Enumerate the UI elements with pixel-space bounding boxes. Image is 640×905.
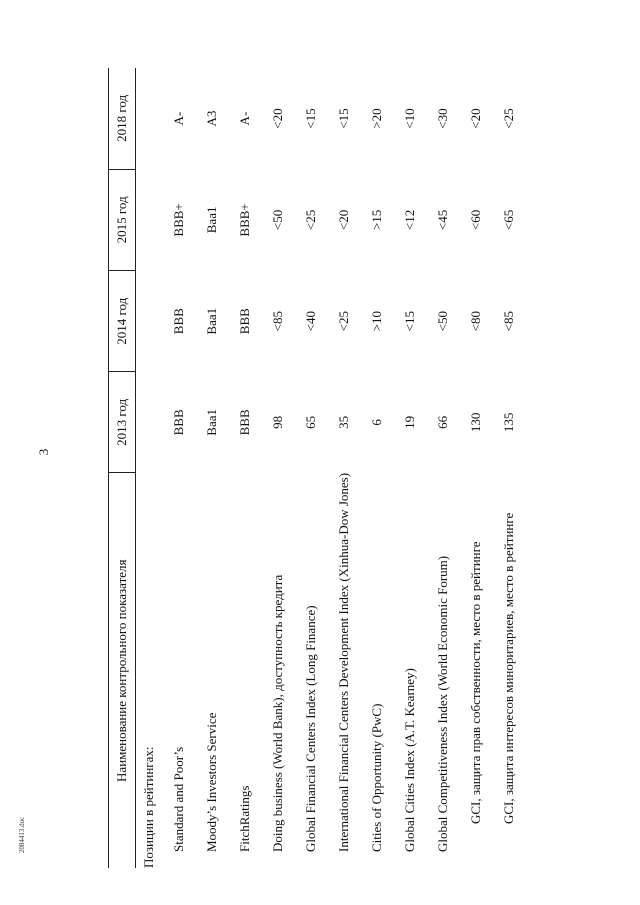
row-value-2015: <20 [335,209,351,231]
rotated-table-container [108,68,608,868]
row-value-2018: A3 [203,110,219,127]
row-value-2013: BBB [236,409,252,436]
row-value-2015: BBB+ [236,203,252,237]
row-value-2018: <20 [467,108,483,129]
row-value-2018: <25 [500,108,516,129]
row-value-2013: 135 [500,412,516,433]
indicators-table [108,68,525,868]
row-value-2015: <65 [500,209,516,231]
row-name: Doing business (World Bank), доступность кредита [269,574,285,852]
section-row [136,68,163,868]
table-row [360,68,393,868]
row-value-2014: BBB [170,308,186,335]
table-row [459,68,492,868]
row-value-2018: <15 [302,108,318,129]
row-name: Global Cities Index (A.T. Kearney) [401,668,417,852]
row-value-2018: A- [170,111,186,126]
row-value-2013: BBB [170,409,186,436]
row-name: Cities of Opportunity (PwC) [368,703,384,852]
row-value-2014: Baa1 [203,307,219,335]
row-value-2015: <25 [302,209,318,231]
header-year-2018: 2018 год [109,68,136,169]
header-row [109,68,136,868]
row-value-2014: BBB [236,308,252,335]
row-value-2015: <60 [467,209,483,231]
row-value-2014: <80 [467,311,483,332]
table-row [228,68,261,868]
table-body [136,68,526,868]
row-value-2014: <25 [335,311,351,332]
page-number: 3 [36,448,51,456]
table-row [393,68,426,868]
row-value-2014: <15 [401,311,417,332]
row-value-2018: <10 [401,108,417,129]
row-name: Global Financial Centers Index (Long Finance) [302,605,318,852]
row-value-2013: 130 [467,412,483,433]
row-value-2018: <20 [269,108,285,129]
row-value-2015: <12 [401,209,417,231]
row-value-2014: <85 [500,311,516,332]
row-value-2014: <50 [434,311,450,332]
row-value-2018: >20 [368,108,384,129]
row-value-2015: Baa1 [203,206,219,234]
row-name: Moody’s Investors Service [203,712,219,852]
header-year-2013: 2013 год [109,372,136,473]
header-year-2014: 2014 год [109,271,136,372]
row-name: GCI, защита интересов миноритариев, место в рейтинге [500,512,516,824]
row-name: Standard and Poor’s [170,746,186,852]
header-indicator-name: Наименование контрольного показателя [109,473,136,868]
row-value-2018: A- [236,111,252,126]
row-name: GCI, защита прав собственности, место в рейтинге [467,541,483,824]
row-value-2013: 65 [302,415,318,429]
row-value-2018: <30 [434,108,450,129]
section-label: Позиции в рейтингах: [141,746,156,868]
table-row [261,68,294,868]
row-value-2014: >10 [368,311,384,332]
row-value-2014: <85 [269,311,285,332]
row-value-2013: 35 [335,415,351,429]
header-year-2015: 2015 год [109,169,136,270]
table-row [327,68,360,868]
row-value-2015: BBB+ [170,203,186,237]
row-value-2013: 19 [401,415,417,429]
row-value-2014: <40 [302,311,318,332]
row-value-2015: <45 [434,209,450,231]
table-row [162,68,195,868]
table-row [492,68,525,868]
row-name: FitchRatings [236,785,252,852]
row-value-2013: 66 [434,415,450,429]
row-value-2015: >15 [368,209,384,231]
row-value-2013: 6 [368,419,384,426]
footer-filename: 2084413.doc [18,816,26,854]
table-row [294,68,327,868]
table-row [195,68,228,868]
row-value-2015: <50 [269,209,285,231]
row-value-2013: 98 [269,415,285,429]
row-value-2018: <15 [335,108,351,129]
row-value-2013: Baa1 [203,409,219,436]
row-name: Global Competitiveness Index (World Economic Forum) [434,555,450,852]
table-header [109,68,136,868]
table-row [426,68,459,868]
row-name: International Financial Centers Development Index (Xinhua-Dow Jones) [335,472,351,852]
